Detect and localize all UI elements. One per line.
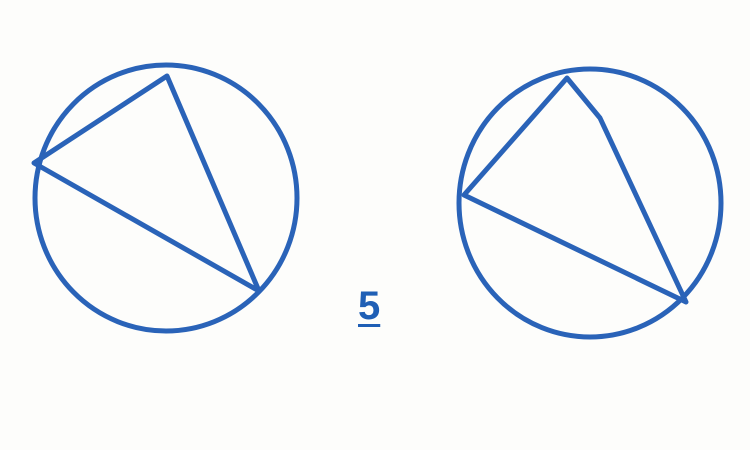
figure-label: 5 — [358, 284, 381, 328]
right-figure — [459, 69, 721, 337]
left-figure — [34, 65, 297, 331]
